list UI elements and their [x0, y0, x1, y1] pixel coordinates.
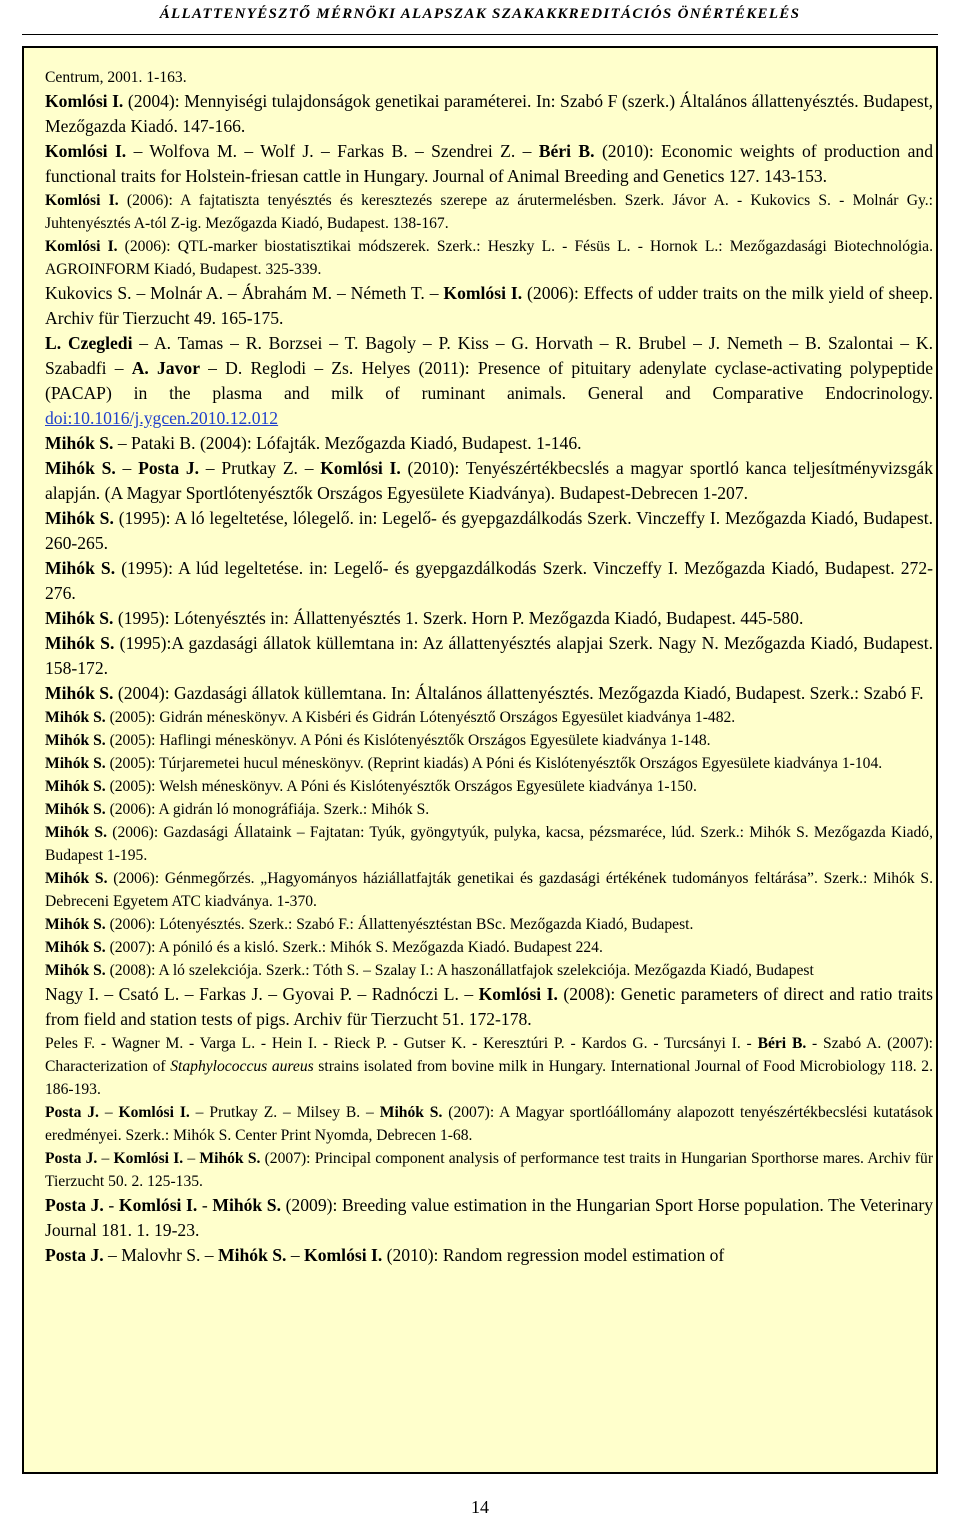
reference-entry: [45, 189, 933, 235]
reference-entry: [45, 235, 933, 281]
author-name: Posta J.: [138, 458, 200, 478]
author-name: Béri B.: [538, 141, 595, 161]
reference-text: – Pataki B. (2004): Lófajták. Mezőgazda Kiadó, Budapest. 1-146.: [113, 433, 582, 453]
reference-entry: [45, 556, 933, 606]
reference-text: (2005): Gidrán méneskönyv. A Kisbéri és Gidrán Lótenyésztő Országos Egyesület kiadványa 1-482.: [105, 709, 736, 726]
author-name: Mihók S.: [212, 1195, 281, 1215]
reference-text: (2010): Random regression model estimation of: [382, 1245, 725, 1265]
author-name: Mihók S.: [45, 608, 114, 628]
reference-text: –: [97, 1150, 114, 1167]
author-name: Komlósi I.: [45, 91, 124, 111]
author-name: Mihók S.: [45, 633, 115, 653]
reference-text: (2006): A gidrán ló monográfiája. Szerk.: Mihók S.: [105, 801, 430, 818]
reference-text: – A. Tamas – R. Borzsei – T. Bagoly – P. Kiss – G. Horvath – R. Brubel – J. Nemeth – B. Szalontai – K. Szabadfi –: [45, 333, 933, 378]
reference-text: (2005): Haflingi méneskönyv. A Póni és Kislótenyésztők Országos Egyesülete kiadványa 1-148.: [105, 732, 711, 749]
author-name: Mihók S.: [199, 1150, 261, 1167]
reference-entry: [45, 706, 933, 729]
reference-text: (2005): Welsh méneskönyv. A Póni és Kislótenyésztők Országos Egyesülete kiadványa 1-150.: [105, 778, 697, 795]
reference-entry: [45, 959, 933, 982]
reference-text: Kukovics S. – Molnár A. – Ábrahám M. – Németh T. –: [45, 283, 444, 303]
reference-text: –: [286, 1245, 305, 1265]
reference-text: (1995): Lótenyésztés in: Állattenyésztés 1. Szerk. Horn P. Mezőgazda Kiadó, Budapest. 445-580.: [113, 608, 804, 628]
author-name: Mihók S.: [45, 508, 114, 528]
reference-entry: [45, 1032, 933, 1101]
author-name: Komlósi I.: [304, 1245, 383, 1265]
author-name: Mihók S.: [45, 732, 106, 749]
reference-entry: [45, 1147, 933, 1193]
author-name: Komlósi I.: [45, 141, 127, 161]
reference-entry: [45, 821, 933, 867]
author-name: Mihók S.: [45, 683, 114, 703]
author-name: Komlósi I.: [478, 984, 558, 1004]
author-name: Mihók S.: [45, 433, 114, 453]
author-name: Posta J.: [45, 1245, 104, 1265]
reference-text: (2006): Gazdasági Állataink – Fajtatan: Tyúk, gyöngytyúk, pulyka, kacsa, pézsmaréce, lúd. Szerk.: Mihók S. Mezőgazda Kiadó, Budapest 1-195.: [45, 824, 933, 864]
reference-box: [22, 46, 938, 1474]
author-name: Komlósi I.: [45, 238, 118, 255]
reference-list: [45, 66, 933, 1268]
reference-text: (2006): A fajtatiszta tenyésztés és keresztezés szerepe az árutermelésben. Szerk. Jávor A. - Kukovics S. - Molnár Gy.: Juhtenyésztés A-tól Z-ig. Mezőgazda Kiadó, Budapest. 138-167.: [45, 192, 934, 232]
reference-text: (2006): QTL-marker biostatisztikai módszerek. Szerk.: Heszky L. - Fésüs L. - Hornok L.: Mezőgazdasági Biotechnológia. AGROINFORM Kiadó, Budapest. 325-339.: [45, 238, 933, 278]
author-name: A. Javor: [131, 358, 200, 378]
reference-text: - Szabó A. (2007): Characterization of: [45, 1035, 933, 1075]
reference-entry: [45, 1193, 933, 1243]
reference-text: (1995): A lúd legeltetése. in: Legelő- és gyepgazdálkodás Szerk. Vinczeffy I. Mezőgazda Kiadó, Budapest. 272-276.: [45, 558, 933, 603]
reference-entry: [45, 913, 933, 936]
reference-text: -: [197, 1195, 213, 1215]
author-name: Mihók S.: [45, 824, 108, 841]
reference-entry: [45, 775, 933, 798]
reference-text: –: [98, 1104, 119, 1121]
reference-text: – Prutkay Z. –: [199, 458, 321, 478]
author-name: Mihók S.: [45, 939, 106, 956]
reference-text: (1995):A gazdasági állatok küllemtana in: Az állattenyésztés alapjai Szerk. Nagy N. Mezőgazda Kiadó, Budapest. 158-172.: [45, 633, 933, 678]
reference-text: (2004): Gazdasági állatok küllemtana. In: Általános állattenyésztés. Mezőgazda Kiadó, Budapest. Szerk.: Szabó F.: [113, 683, 924, 703]
reference-text: –: [115, 458, 139, 478]
author-name: Komlósi I.: [118, 1195, 198, 1215]
reference-entry: [45, 431, 933, 456]
author-name: Komlósi I.: [45, 192, 119, 209]
author-name: Komlósi I.: [113, 1150, 184, 1167]
reference-text: (2004): Mennyiségi tulajdonságok genetikai paraméterei. In: Szabó F (szerk.) Általános állattenyésztés. Budapest, Mezőgazda Kiadó. 147-166.: [45, 91, 934, 136]
reference-text: (2008): A ló szelekciója. Szerk.: Tóth S. – Szalay I.: A haszonállatfajok szelekciója. Mezőgazda Kiadó, Budapest: [105, 962, 814, 979]
reference-entry: [45, 66, 933, 89]
reference-text: Nagy I. – Csató L. – Farkas J. – Gyovai P. – Radnóczi L. –: [45, 984, 479, 1004]
reference-text: – Malovhr S. –: [103, 1245, 218, 1265]
author-name: Komlósi I.: [443, 283, 523, 303]
reference-text: (2007): A póniló és a kisló. Szerk.: Mihók S. Mezőgazda Kiadó. Budapest 224.: [105, 939, 603, 956]
reference-text: (2006): Génmegőrzés. „Hagyományos háziállatfajták genetikai és gazdasági értékének tudományos feltárása”. Szerk.: Mihók S. Debreceni Egyetem ATC kiadványa. 1-370.: [45, 870, 933, 910]
reference-entry: [45, 89, 933, 139]
reference-text: (2005): Túrjaremetei hucul méneskönyv. (Reprint kiadás) A Póni és Kislótenyésztők Országos Egyesülete kiadványa 1-104.: [105, 755, 883, 772]
author-name: Mihók S.: [45, 778, 106, 795]
reference-text: – Wolfova M. – Wolf J. – Farkas B. – Szendrei Z. –: [126, 141, 539, 161]
reference-text: – Prutkay Z. – Milsey B. –: [189, 1104, 380, 1121]
reference-text: Peles F. - Wagner M. - Varga L. - Hein I. - Rieck P. - Gutser K. - Keresztúri P. - Kardos G. - Turcsányi I. -: [45, 1035, 758, 1052]
author-name: L. Czegledi: [45, 333, 133, 353]
reference-entry: [45, 936, 933, 959]
reference-text: strains isolated from bovine milk in Hungary. International Journal of Food Microbiology 118. 2. 186-193.: [45, 1058, 933, 1098]
reference-entry: [45, 456, 933, 506]
reference-text: (2008): Genetic parameters of direct and ratio traits from field and station tests of pigs. Archiv für Tierzucht 51. 172-178.: [45, 984, 934, 1029]
reference-entry: [45, 982, 933, 1032]
reference-entry: [45, 631, 933, 681]
author-name: Mihók S.: [45, 558, 116, 578]
reference-entry: [45, 606, 933, 631]
reference-entry: [45, 798, 933, 821]
reference-entry: [45, 681, 933, 706]
reference-entry: [45, 139, 933, 189]
reference-text: –: [183, 1150, 200, 1167]
reference-text: (2009): Breeding value estimation in the Hungarian Sport Horse population. The Veterinary Journal 181. 1. 19-23.: [45, 1195, 934, 1240]
reference-entry: [45, 281, 933, 331]
reference-text: (1995): A ló legeltetése, lólegelő. in: Legelő- és gyepgazdálkodás Szerk. Vinczeffy I. Mezőgazda Kiadó, Budapest. 260-265.: [45, 508, 933, 553]
reference-text: (2007): A Magyar sportlóállomány alapozott tenyészértékbecslési kutatások eredményei. Szerk.: Mihók S. Center Print Nyomda, Debrecen 1-68.: [45, 1104, 933, 1144]
author-name: Mihók S.: [45, 709, 106, 726]
reference-text: – D. Reglodi – Zs. Helyes (2011): Presence of pituitary adenylate cyclase-activating polypeptide (PACAP) in the plasma and milk of ruminant animals. General and Comparative Endocrinology.: [45, 358, 933, 403]
author-name: Posta J.: [45, 1104, 99, 1121]
reference-entry: [45, 1101, 933, 1147]
page-number: 14: [471, 1497, 489, 1517]
author-name: Posta J.: [45, 1150, 98, 1167]
reference-entry: [45, 729, 933, 752]
species-name: Staphylococcus aureus: [170, 1058, 314, 1075]
reference-text: (2006): Lótenyésztés. Szerk.: Szabó F.: Állattenyésztéstan BSc. Mezőgazda Kiadó, Budapest.: [105, 916, 694, 933]
reference-text: (2010): Economic weights of production and functional traits for Holstein-friesan cattle in Hungary. Journal of Animal Breeding and Genetics 127. 143-153.: [45, 141, 933, 186]
author-name: Mihók S.: [45, 755, 106, 772]
header-rule: [22, 34, 938, 35]
author-name: Mihók S.: [45, 916, 106, 933]
reference-entry: [45, 867, 933, 913]
author-name: Mihók S.: [45, 870, 108, 887]
doi-link[interactable]: doi:10.1016/j.ygcen.2010.12.012: [45, 408, 279, 428]
author-name: Mihók S.: [45, 801, 106, 818]
author-name: Béri B.: [757, 1035, 807, 1052]
document-header: ÁLLATTENYÉSZTŐ MÉRNÖKI ALAPSZAK SZAKAKKREDITÁCIÓS ÖNÉRTÉKELÉS: [159, 6, 801, 22]
author-name: Mihók S.: [379, 1104, 443, 1121]
reference-entry: [45, 1243, 933, 1268]
author-name: Mihók S.: [218, 1245, 287, 1265]
reference-entry: [45, 331, 933, 431]
author-name: Komlósi I.: [118, 1104, 190, 1121]
reference-text: -: [103, 1195, 119, 1215]
reference-text: (2007): Principal component analysis of performance test traits in Hungarian Sporthorse mares. Archiv für Tierzucht 50. 2. 125-135.: [45, 1150, 934, 1190]
reference-text: Centrum, 2001. 1-163.: [45, 69, 187, 86]
author-name: Mihók S.: [45, 962, 106, 979]
reference-text: (2010): Tenyészértékbecslés a magyar sportló kanca teljesítményvizsgák alapján. (A Magyar Sportlótenyésztők Országos Egyesülete Kiadványa). Budapest-Debrecen 1-207.: [45, 458, 934, 503]
author-name: Mihók S.: [45, 458, 116, 478]
author-name: Komlósi I.: [320, 458, 401, 478]
reference-entry: [45, 752, 933, 775]
author-name: Posta J.: [45, 1195, 104, 1215]
reference-entry: [45, 506, 933, 556]
reference-text: (2006): Effects of udder traits on the milk yield of sheep. Archiv für Tierzucht 49. 165-175.: [45, 283, 933, 328]
